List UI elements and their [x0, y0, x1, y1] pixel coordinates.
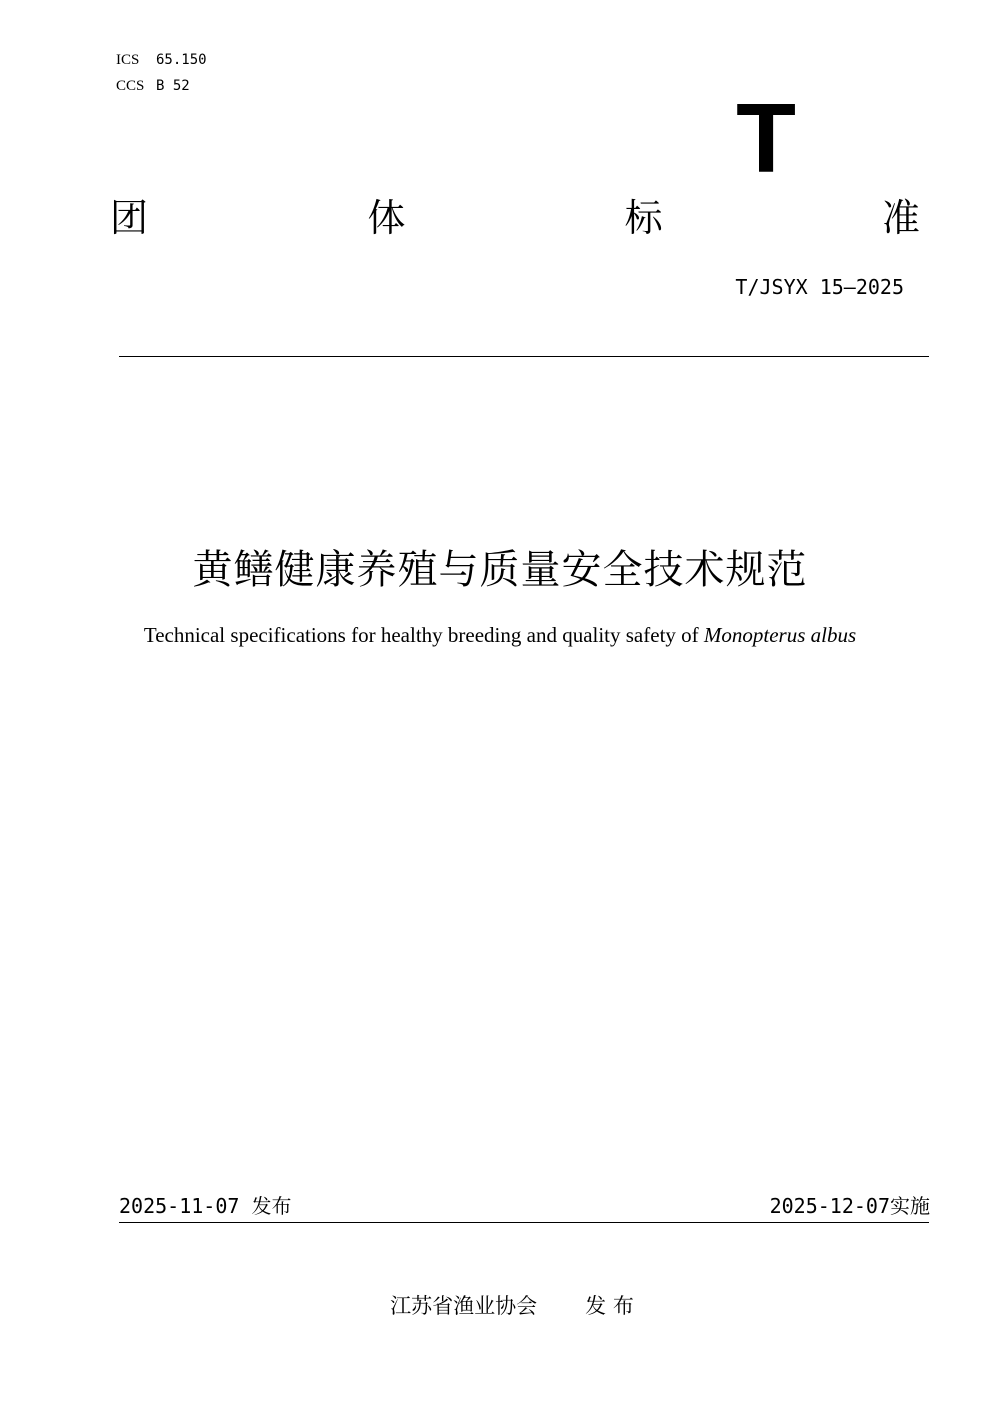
standard-number: T/JSYX 15—2025 [735, 275, 904, 299]
issue-date [119, 1192, 291, 1220]
issue-date-value: 2025-11-07 [119, 1194, 240, 1218]
heading-char: 团 [110, 196, 149, 240]
implementation-date [770, 1192, 930, 1220]
title-english-text: Technical specifications for healthy breeding and quality safety of [143, 623, 704, 647]
implementation-date-value: 2025-12-07 [769, 1194, 890, 1218]
heading-char: 准 [881, 196, 920, 240]
heading-char: 标 [624, 196, 663, 240]
ics-label: ICS [116, 52, 140, 68]
title-english-species: Monopterus albus [703, 623, 857, 647]
title-english [0, 621, 1000, 649]
ics-value: 65.150 [156, 52, 207, 68]
standard-type-logo: T [736, 83, 796, 193]
footer-divider [119, 1222, 929, 1223]
issue-date-label: 发布 [251, 1194, 292, 1218]
header-divider [119, 356, 929, 357]
ccs-code [116, 76, 190, 95]
ics-code [116, 50, 207, 69]
ccs-label: CCS [116, 78, 145, 94]
publisher [0, 1291, 1000, 1321]
ccs-value: B 52 [156, 78, 190, 94]
group-standard-heading [110, 192, 920, 244]
title-chinese: 黄鳝健康养殖与质量安全技术规范 [192, 547, 808, 593]
heading-char: 体 [367, 196, 406, 240]
implementation-date-label: 实施 [890, 1194, 930, 1218]
publisher-label: 发 布 [585, 1294, 634, 1318]
publisher-name: 江苏省渔业协会 [390, 1294, 538, 1318]
